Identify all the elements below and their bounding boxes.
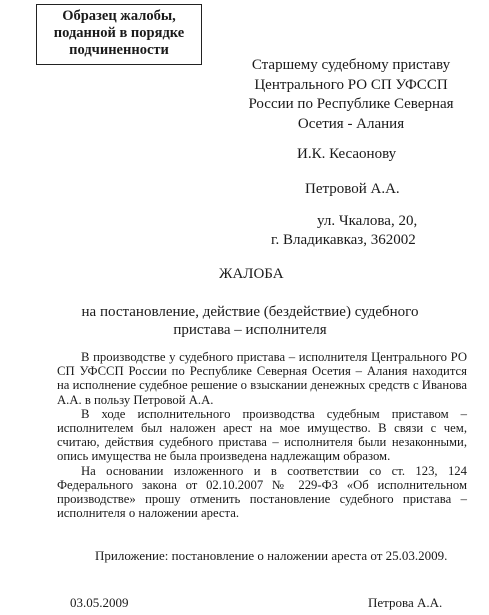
attachment-note: Приложение: постановление о наложении ареста от 25.03.2009. (95, 548, 448, 563)
sample-header-line: Образец жалобы, (62, 8, 176, 24)
complaint-body (57, 350, 467, 520)
sample-header-box (36, 4, 202, 65)
sender-street: ул. Чкалова, 20, (317, 213, 418, 229)
addressee-line: Центрального РО СП УФССП (254, 76, 448, 93)
body-paragraph: В ходе исполнительного производства судебным приставом – исполнителем был наложен арест на мое имущество. В связи с чем, считаю, действия судебного пристава – исполнителя были незаконными, опись имущества не была произведена надлежащим образом. (57, 406, 467, 464)
sender-city: г. Владикавказ, 362002 (271, 232, 416, 248)
addressee-line: Осетия - Алания (297, 115, 405, 132)
signature-name: Петрова А.А. (368, 595, 443, 610)
sample-header-line: подчиненности (69, 42, 169, 58)
addressee-block (236, 56, 466, 134)
addressee-line: России по Республике Северная (248, 96, 454, 112)
addressee-line: Старшему судебному приставу (251, 57, 451, 73)
document-date: 03.05.2009 (70, 595, 129, 610)
recipient-name: И.К. Кесаонову (297, 146, 397, 162)
subject-line: пристава – исполнителя (173, 322, 327, 338)
subject-line: на постановление, действие (бездействие) судебного (81, 304, 419, 320)
body-paragraph: На основании изложенного и в соответствии со ст. 123, 124 Федерального закона от 02.10.2007 № 229-ФЗ «Об исполнительном производстве» прошу отменить постановление судебного пристава – исполнителя о наложении ареста. (57, 463, 467, 521)
document-title: ЖАЛОБА (219, 266, 284, 282)
sample-header-line: поданной в порядке (53, 25, 185, 41)
body-paragraph: В производстве у судебного пристава – исполнителя Центрального РО СП УФССП России по Республике Северная Осетия – Алания находится на исполнение судебное решение о взыскании денежных средств с Иванова А.А. в пользу Петровой А.А. (57, 350, 467, 407)
sender-name: Петровой А.А. (305, 181, 400, 197)
document-subject (30, 303, 470, 339)
